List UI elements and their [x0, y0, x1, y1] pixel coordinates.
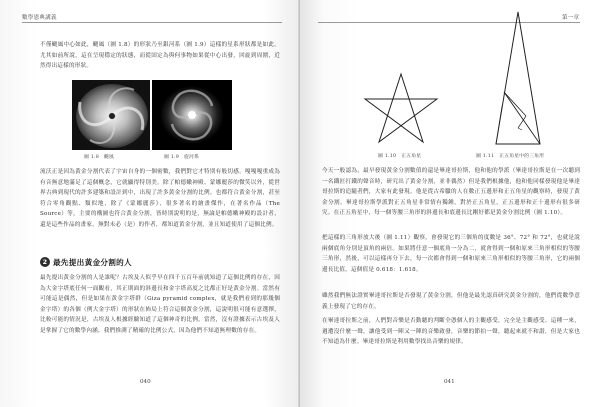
page-number: 040: [140, 379, 151, 385]
pentagram-figure: [362, 72, 440, 144]
paragraph: 把這樣的三角形放大後（圖 1.11）觀察，會發現它的三個角的度數是 36°、72° 和 72°，也就是說兩個底角分別是頂角的兩倍。如果將任意一個底角一分為二，就會得到一個和原來三角形相似的等腰三角形，然後，可以這樣再分下去，每一次都會得到一個和原來三角形相似的等腰三角形，它的兩個邊長比值，這個值是 0.618：1.618。: [322, 235, 580, 273]
hurricane-photo: [72, 80, 150, 150]
figure-caption: 圖 1.10 正五角星: [378, 154, 422, 159]
figure-caption: 圖 1.9 旋河系: [164, 155, 199, 160]
paragraph: 最先提出黃金分割的人是誰呢？古埃及人似乎早在四千五百年前就知道了這個比例的存在，因為大金字塔底任何一面觀看，其正則面的斜邊長和金字塔高度之比都正好是黃金分割。當然有可能這是偶然，但是如果在黃金字塔群（Giza pyramid complex，就是我們看到的那幾個金字塔）的各個（例大金字塔）的形狀在佈局上符合這個黃金分割，這說明很可能有意選擇，比較可能的情況是，古埃及人根據經驗知道了這個神奇的比例，當然，沒有證據表示古埃及人是掌握了它的數學內涵，我們推測了精確的比例公式，因為他們不知道無理數的存在。: [40, 275, 280, 334]
left-running-head: 數學恩典講義: [22, 15, 57, 21]
figure-caption: 圖 1.8 颶風: [84, 155, 114, 160]
section-heading: [40, 257, 132, 268]
paragraph: 雖然我們無法證實畢達哥拉斯是否發現了黃金分割，但他是最先認真研究黃金分割的，他們從數學意義上發現了它的存在。: [322, 293, 580, 310]
paragraph: 流沃正是因為黃金分割代表了宇宙自身的一個密數，我們對它才特別有般切感。嘎嘎嘎重成為有音無意地滿足了這個概念，它就顯得特別美。除了帕德嫩神殿、蒙娜麗莎的微笑以外，從世界古典到現代的許多建築和設計到中，出現了許多黃金分割的比例。也都符合黃金分割，甚至符合零角觀點、類似地，除了《蒙娜麗莎》，很多著名的繪畫傑作，在著名作品（The Source）等，主要的構圖也符合黃金分割，皆時別說明的是，無論是帕德嫩神殿的設計者，還是這些作品的畫家，無對未必（是）的作者，都知道黃金分割，並且知道使用了這個比例。: [40, 169, 280, 228]
hurricane-image: [72, 80, 150, 150]
galaxy-image: [152, 80, 232, 150]
right-running-head: 第一章: [562, 15, 580, 21]
golden-triangle-figure: [476, 10, 562, 146]
paragraph: 不僅颶風中心如此，颶風（圖 1.8）的形狀乃至銀河系（圖 1.9）這樣的星系形狀都是如此。尤其如前所說，這在呈現穩定的狀態，而從固定為與何事物如果從中心出發，回旋到周圍，近然得出這樣的形狀。: [40, 42, 280, 70]
galaxy-photo: [152, 80, 232, 150]
section-title: 最先提出黃金分割的人: [53, 258, 132, 267]
page-number: 041: [444, 379, 455, 385]
header-rule: [22, 22, 282, 23]
figure-caption: 圖 1.11 正五角星中的三角形: [476, 154, 545, 159]
paragraph: 在畢達哥拉斯之前，人們對音樂是否動聽的判斷全憑個人的主觀感受，完全是主觀感受。這種一來，週遭沒什麼一聲，讓他受到一陣又一陣的音樂啟發，音樂的節拍一聲，聽起來就不和諧，但是大家也不知道為什麼。畢達哥拉斯是利用數學找出音樂的規律。: [322, 318, 580, 346]
right-page: [300, 0, 600, 407]
paragraph: 今天一般認為，最早發現黃金分割數值的還是畢達哥拉斯，他和他的學派（畢達哥拉斯是在一次聽到一名鐵匠打鐵的聲音時，研究出了黃金分割，並非偶然）但是我們根據他，他和他同樣發現他是畢達哥拉斯的追隨者們，大家有此發現。他是從古希臘的人在數正五邊形和正五角星的觀察時，發現了黃金分割。畢達哥拉斯學派對正五角星非常情有獨鍾，對於正五角星，正五邊形和正十邊形有很多研究。在正五角星中，每一個等腰三角形的斜邊長和底邊長比剛好都是黃金分割比例（圖 1.10）。: [322, 168, 580, 217]
section-number-badge: 2: [40, 257, 50, 267]
